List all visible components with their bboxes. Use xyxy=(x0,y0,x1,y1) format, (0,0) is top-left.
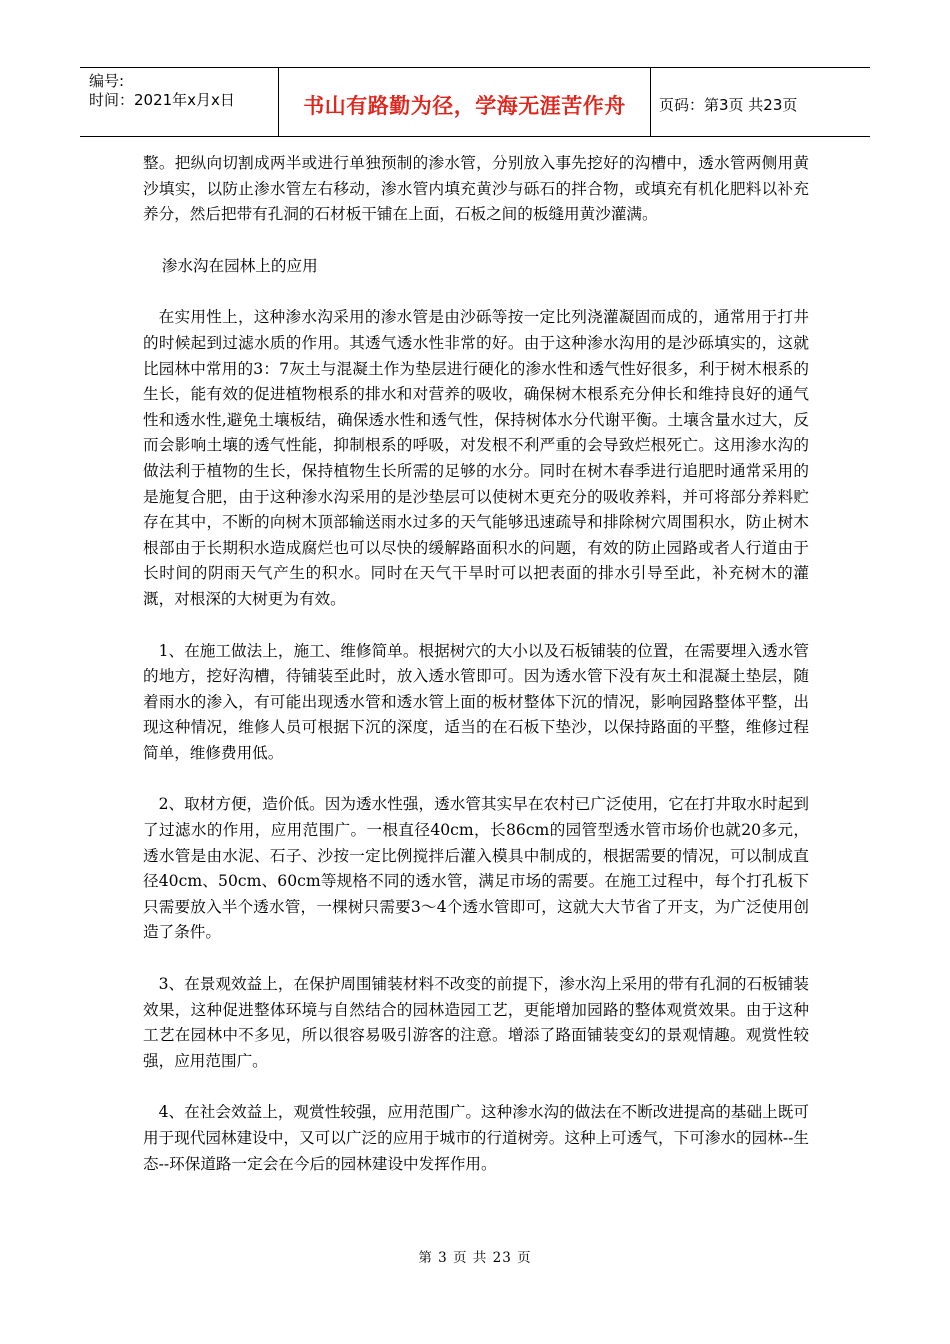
page-header xyxy=(80,67,870,137)
time-label: 时间：2021年x月x日 xyxy=(89,91,235,109)
document-body xyxy=(143,151,809,1177)
page-footer: 第 3 页 共 23 页 xyxy=(418,1250,532,1266)
header-meta xyxy=(80,68,279,136)
paragraph-5: 3、在景观效益上，在保护周围铺装材料不改变的前提下，渗水沟上采用的带有孔洞的石板铺装效果，这种促进整体环境与自然结合的园林造园工艺，更能增加园路的整体观赏效果。由于这种工艺在园林中不多见，所以很容易吸引游客的注意。增添了路面铺装变幻的景观情趣。观赏性较强，应用范围广。 xyxy=(143,975,809,1070)
number-label: 编号: xyxy=(89,72,125,90)
header-motto: 书山有路勤为径，学海无涯苦作舟 xyxy=(279,68,651,136)
paragraph-4: 2、取材方便，造价低。因为透水性强，透水管其实早在农村已广泛使用，它在打井取水时起到了过滤水的作用，应用范围广。一根直径40cm，长86cm的园管型透水管市场价也就20多元，透水管是由水泥、石子、沙按一定比例搅拌后灌入模具中制成的，根据需要的情况，可以制成直径40cm、50cm、60cm等规格不同的透水管，满足市场的需要。在施工过程中，每个打孔板下只需要放入半个透水管，一棵树只需要3～4个透水管即可，这就大大节省了开支，为广泛使用创造了条件。 xyxy=(143,795,809,942)
paragraph-3: 1、在施工做法上，施工、维修简单。根据树穴的大小以及石板铺装的位置，在需要埋入透水管的地方，挖好沟槽，待铺装至此时，放入透水管即可。因为透水管下没有灰土和混凝土垫层，随着雨水的渗入，有可能出现透水管和透水管上面的板材整体下沉的情况，影响园路整体平整，出现这种情况，维修人员可根据下沉的深度，适当的在石板下垫沙，以保持路面的平整，维修过程简单，维修费用低。 xyxy=(143,641,809,762)
section-subheading: 渗水沟在园林上的应用 xyxy=(161,256,318,275)
paragraph-1: 整。把纵向切割成两半或进行单独预制的渗水管，分别放入事先挖好的沟槽中，透水管两侧用黄沙填实，以防止渗水管左右移动，渗水管内填充黄沙与砾石的拌合物，或填充有机化肥料以补充养分，然后把带有孔洞的石材板干铺在上面，石板之间的板缝用黄沙灌满。 xyxy=(143,154,809,224)
header-page-info: 页码：第3页 共23页 xyxy=(659,95,798,114)
paragraph-6: 4、在社会效益上，观赏性较强，应用范围广。这种渗水沟的做法在不断改进提高的基础上既可用于现代园林建设中，又可以广泛的应用于城市的行道树旁。这种上可透气，下可渗水的园林--生态--环保道路一定会在今后的园林建设中发挥作用。 xyxy=(143,1103,809,1173)
paragraph-2: 在实用性上，这种渗水沟采用的渗水管是由沙砾等按一定比列浇灌凝固而成的，通常用于打井的时候起到过滤水质的作用。其透气透水性非常的好。由于这种渗水沟用的是沙砾填实的，这就比园林中常用的3：7灰土与混凝土作为垫层进行硬化的渗水性和透气性好很多，利于树木根系的生长，能有效的促进植物根系的排水和对营养的吸收，确保树木根系充分伸长和维持良好的通气性和透水性,避免土壤板结，确保透水性和透气性，保持树体水分代谢平衡。土壤含量水过大，反而会影响土壤的透气性能，抑制根系的呼吸，对发根不利严重的会导致烂根死亡。这用渗水沟的做法利于植物的生长，保持植物生长所需的足够的水分。同时在树木春季进行追肥时通常采用的是施复合肥，由于这种渗水沟采用的是沙垫层可以使树木更充分的吸收养料，并可将部分养料贮存在其中，不断的向树木顶部输送雨水过多的天气能够迅速疏导和排除树穴周围积水，防止树木根部由于长期积水造成腐烂也可以尽快的缓解路面积水的问题，有效的防止园路或者人行道由于长时间的阴雨天气产生的积水。同时在天气干旱时可以把表面的排水引导至此，补充树木的灌溉，对根深的大树更为有效。 xyxy=(143,308,809,608)
